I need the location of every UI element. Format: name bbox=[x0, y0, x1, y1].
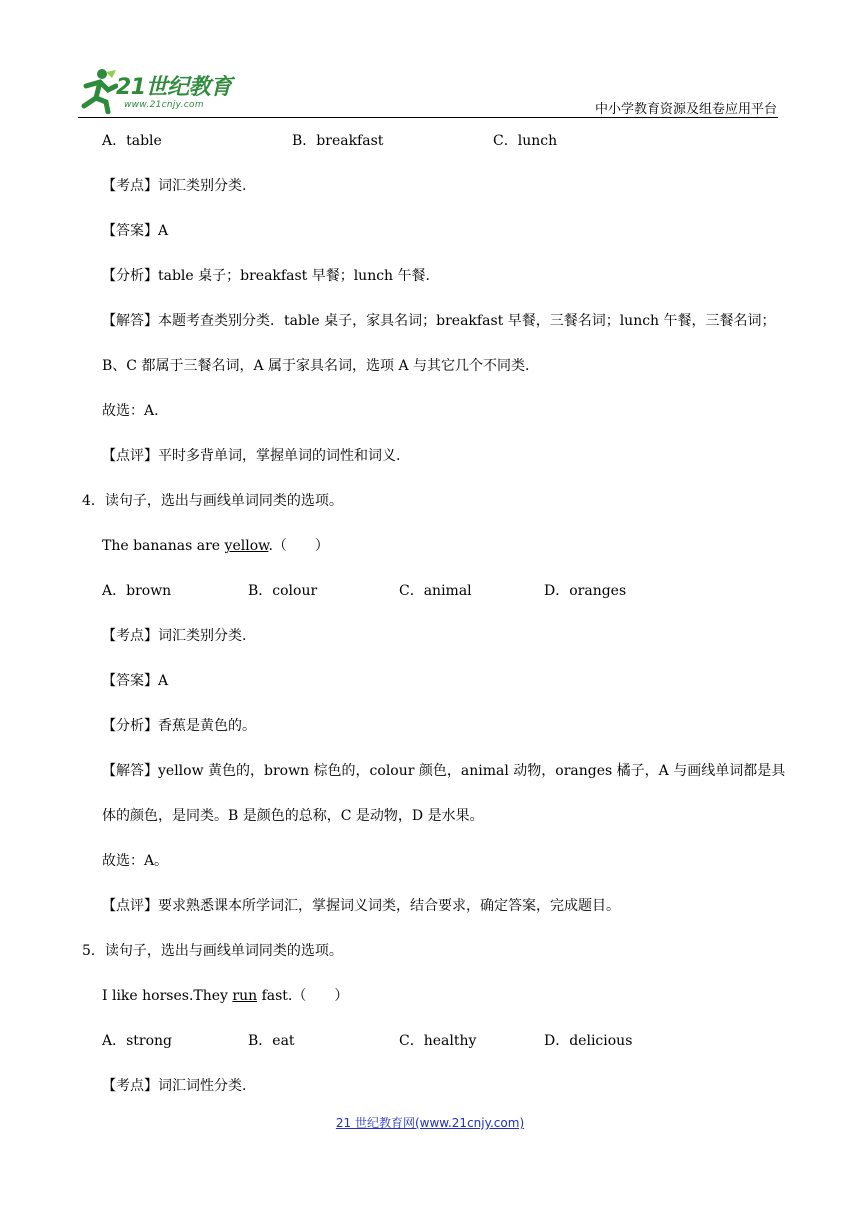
q4-answer: 【答案】A bbox=[102, 673, 169, 689]
q4-stem: 4．读句子，选出与画线单词同类的选项。 bbox=[82, 493, 343, 509]
q5-stem: 5．读句子，选出与画线单词同类的选项。 bbox=[82, 943, 343, 959]
logo-text: 21世纪教育 bbox=[116, 75, 232, 100]
page-header bbox=[0, 0, 860, 120]
q3-solution-line1: 【解答】本题考查类别分类．table 桌子，家具名词；breakfast 早餐，三餐名词；lunch 午餐，三餐名词； bbox=[102, 313, 776, 329]
q5-option-a: A．strong bbox=[102, 1033, 173, 1049]
q5-option-b: B．eat bbox=[248, 1033, 295, 1049]
q3-analysis: 【分析】table 桌子；breakfast 早餐；lunch 午餐. bbox=[102, 268, 430, 284]
q4-option-b: B．colour bbox=[248, 583, 318, 599]
q5-kaodian: 【考点】词汇词性分类. bbox=[102, 1078, 247, 1094]
q5-option-c: C．healthy bbox=[399, 1033, 477, 1049]
q3-comment: 【点评】平时多背单词，掌握单词的词性和词义. bbox=[102, 448, 401, 464]
q4-option-d: D．oranges bbox=[544, 583, 627, 599]
footer-link[interactable]: 21 世纪教育网(www.21cnjy.com) bbox=[335, 1116, 525, 1130]
q3-kaodian: 【考点】词汇类别分类. bbox=[102, 178, 247, 194]
q5-sentence bbox=[102, 987, 348, 1005]
q4-kaodian: 【考点】词汇类别分类. bbox=[102, 628, 247, 644]
q4-underlined-word: yellow bbox=[224, 538, 269, 554]
q5-sentence-post: fast.（ ） bbox=[257, 988, 349, 1004]
runner-logo-icon bbox=[78, 68, 118, 114]
q3-answer: 【答案】A bbox=[102, 223, 169, 239]
site-logo bbox=[78, 68, 253, 116]
q4-solution-line1: 【解答】yellow 黄色的，brown 棕色的，colour 颜色，animal 动物，oranges 橘子，A 与画线单词都是具 bbox=[102, 763, 786, 779]
q5-underlined-word: run bbox=[232, 988, 258, 1004]
q4-comment: 【点评】要求熟悉课本所学词汇，掌握词义词类，结合要求，确定答案，完成题目。 bbox=[102, 898, 620, 914]
q3-option-b: B．breakfast bbox=[292, 133, 384, 149]
q3-choice: 故选：A. bbox=[102, 403, 159, 419]
q4-option-c: C．animal bbox=[399, 583, 472, 599]
q4-sentence-post: .（ ） bbox=[268, 538, 329, 554]
q4-option-a: A．brown bbox=[102, 583, 172, 599]
platform-title: 中小学教育资源及组卷应用平台 bbox=[594, 102, 777, 117]
q4-choice: 故选：A。 bbox=[102, 853, 169, 869]
logo-url: www.21cnjy.com bbox=[124, 100, 204, 110]
q4-solution-line2: 体的颜色，是同类。B 是颜色的总称，C 是动物，D 是水果。 bbox=[102, 808, 484, 824]
q3-solution-line2: B、C 都属于三餐名词，A 属于家具名词，选项 A 与其它几个不同类. bbox=[102, 358, 530, 374]
q3-option-c: C．lunch bbox=[493, 133, 558, 149]
q5-sentence-pre: I like horses.They bbox=[102, 988, 233, 1004]
q4-sentence bbox=[102, 537, 329, 555]
q4-sentence-pre: The bananas are bbox=[102, 538, 225, 554]
q5-option-d: D．delicious bbox=[544, 1033, 633, 1049]
header-divider bbox=[78, 117, 778, 118]
q3-option-a: A．table bbox=[102, 133, 162, 149]
q4-analysis: 【分析】香蕉是黄色的。 bbox=[102, 718, 256, 734]
